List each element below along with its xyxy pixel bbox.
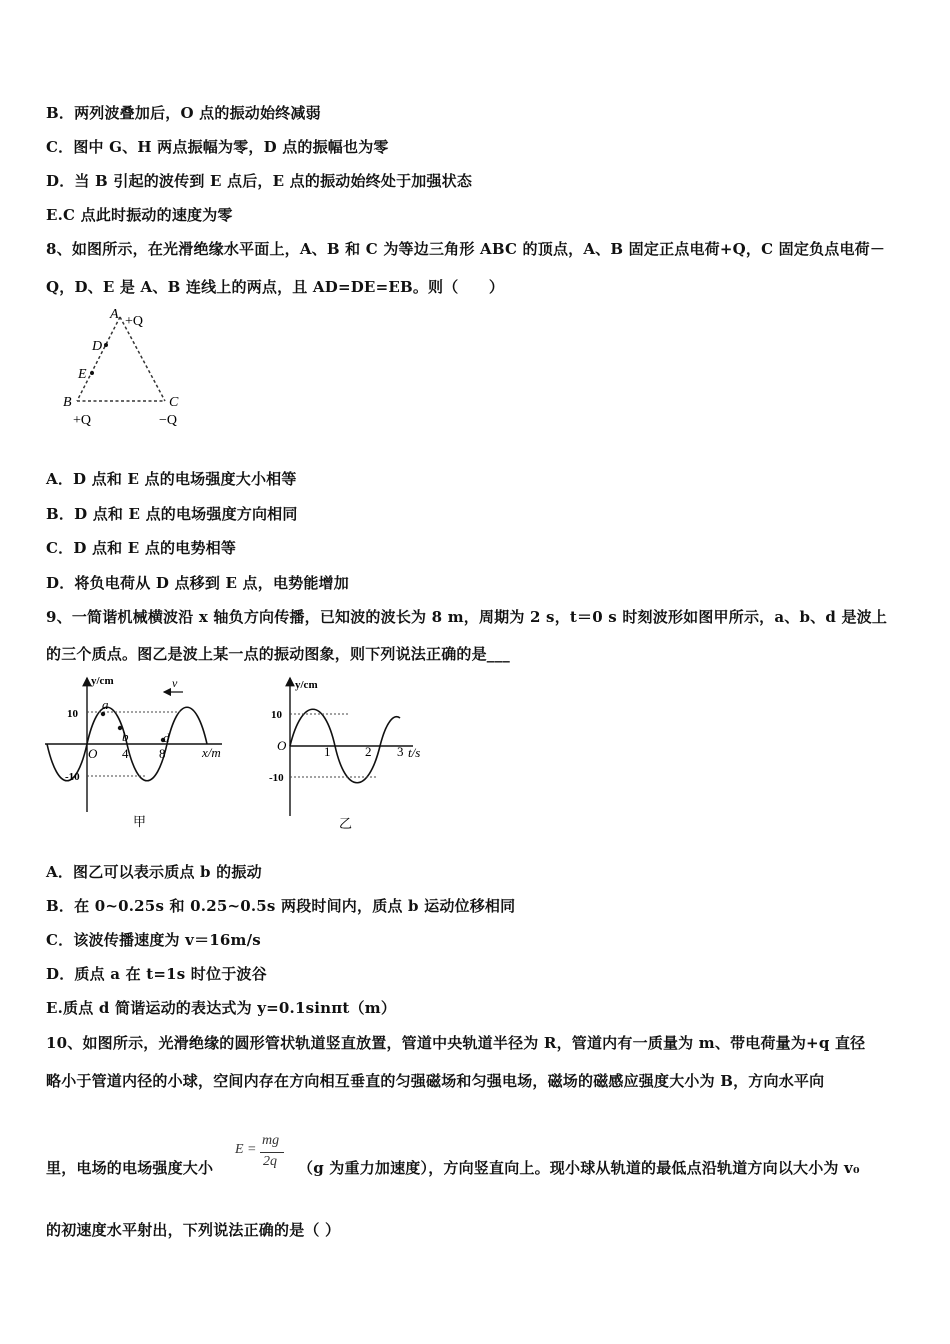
q7-option-b: B．两列波叠加后，O 点的振动始终减弱	[46, 104, 321, 122]
label-b: B	[63, 395, 72, 410]
q8-option-c: C．D 点和 E 点的电势相等	[46, 539, 237, 557]
point-d-dot	[104, 343, 108, 347]
q8-triangle-figure	[55, 305, 205, 433]
q8-option-d: D．将负电荷从 D 点移到 E 点，电势能增加	[46, 574, 349, 592]
q10-stem-line3-end: （g 为重力加速度），方向竖直向上。现小球从轨道的最低点沿轨道方向以大小为 v₀	[298, 1159, 860, 1177]
tick-t2: 2	[365, 744, 372, 759]
label-e: E	[78, 367, 87, 382]
side-ac	[120, 317, 165, 401]
label-c: C	[169, 395, 179, 410]
tick-x8: 8	[159, 746, 166, 761]
q7-option-e: E.C 点此时振动的速度为零	[46, 206, 233, 224]
q9-vibration-graph-yi	[268, 670, 438, 835]
q7-option-c: C．图中 G、H 两点振幅为零，D 点的振幅也为零	[46, 138, 389, 156]
q9-stem-line1: 9、一简谐机械横波沿 x 轴负方向传播，已知波的波长为 8 m，周期为 2 s，t＝0 s 时刻波形如图甲所示，a、b、d 是波上	[46, 608, 888, 626]
label-c-charge: −Q	[159, 413, 178, 428]
label-d: d	[163, 730, 170, 745]
q8-option-a: A．D 点和 E 点的电场强度大小相等	[46, 470, 297, 488]
label-b-charge: +Q	[73, 413, 92, 428]
tick-10: 10	[67, 708, 78, 720]
particle-a-dot	[101, 712, 105, 716]
tick-t3: 3	[397, 744, 404, 759]
tick-t1: 1	[324, 744, 331, 759]
caption-jia: 甲	[133, 814, 147, 829]
q9-option-a: A．图乙可以表示质点 b 的振动	[46, 863, 262, 881]
caption-yi: 乙	[339, 816, 353, 831]
point-e-dot	[90, 371, 94, 375]
q8-stem-line2: Q，D、E 是 A、B 连线上的两点，且 AD=DE=EB。则（ ）	[46, 278, 505, 296]
label-d: D	[92, 339, 103, 354]
q9-stem-line2: 的三个质点。图乙是波上某一点的振动图象，则下列说法正确的是___	[46, 645, 510, 663]
y-axis-label: y/cm	[295, 679, 318, 691]
q10-stem-line2: 略小于管道内径的小球，空间内存在方向相互垂直的匀强磁场和匀强电场，磁场的磁感应强度大小为 B，方向水平向	[46, 1072, 825, 1090]
tick-x4: 4	[122, 746, 129, 761]
q8-stem-line1: 8、如图所示，在光滑绝缘水平面上，A、B 和 C 为等边三角形 ABC 的顶点，A、B 固定正点电荷+Q，C 固定负点电荷－	[46, 240, 886, 258]
q10-stem-line1: 10、如图所示，光滑绝缘的圆形管状轨道竖直放置，管道中央轨道半径为 R，管道内有一质量为 m、带电荷量为+q 直径	[46, 1034, 866, 1052]
q10-stem-line3-start: 里，电场的电场强度大小	[46, 1159, 214, 1177]
label-a: A	[110, 307, 119, 322]
q9-option-d: D．质点 a 在 t=1s 时位于波谷	[46, 965, 267, 983]
q9-wave-graph-jia	[40, 670, 240, 835]
velocity-label: v	[172, 676, 178, 690]
origin-label: O	[88, 746, 98, 761]
q9-option-e: E.质点 d 简谐运动的表达式为 y=0.1sinπt（m）	[46, 999, 397, 1017]
label-b: b	[122, 729, 129, 744]
side-ab	[77, 317, 120, 401]
q10-stem-line4: 的初速度水平射出，下列说法正确的是（ ）	[46, 1221, 341, 1239]
tick-10: 10	[271, 709, 282, 721]
q8-option-b: B．D 点和 E 点的电场强度方向相同	[46, 505, 298, 523]
q9-option-b: B．在 0~0.25s 和 0.25~0.5s 两段时间内，质点 b 运动位移相同	[46, 897, 516, 915]
origin-label: O	[277, 738, 287, 753]
formula-denominator: 2q	[263, 1154, 277, 1169]
formula-lhs: E =	[235, 1142, 257, 1157]
x-axis-label: x/m	[202, 745, 221, 760]
tick-neg10: -10	[269, 772, 284, 784]
fraction-bar	[260, 1152, 284, 1153]
q7-option-d: D．当 B 引起的波传到 E 点后，E 点的振动始终处于加强状态	[46, 172, 473, 190]
tick-neg10: -10	[65, 771, 80, 783]
formula-numerator: mg	[262, 1133, 280, 1148]
q9-option-c: C．该波传播速度为 v＝16m/s	[46, 931, 261, 949]
t-axis-label: t/s	[408, 745, 421, 760]
label-a-charge: +Q	[125, 314, 144, 329]
y-axis-label: y/cm	[91, 675, 114, 687]
label-a: a	[102, 697, 109, 712]
